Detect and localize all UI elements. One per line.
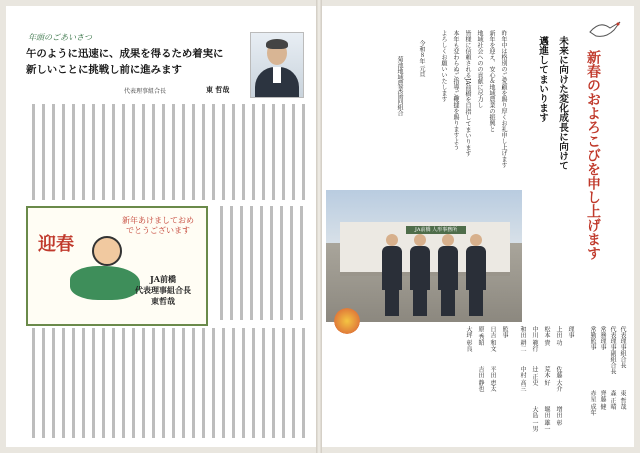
headline-line-1: 午のように迅速に、成果を得るため着実に (26, 48, 224, 60)
greeting-col-6: よろしくお願いいたします (440, 30, 447, 102)
roster-name: 森 正晴 (609, 390, 616, 410)
headline-line-2: 新しいことに挑戦し前に進みます (26, 64, 182, 76)
director-name: 中村 高三 (519, 366, 526, 392)
roster-role: 代表理事組合長 (619, 326, 626, 368)
author-name: 東 哲哉 (206, 85, 230, 94)
person-figure (466, 234, 486, 320)
body-text-columns (26, 104, 306, 204)
auditor-name: 吉田 静也 (477, 366, 484, 392)
right-page (322, 6, 634, 447)
new-year-title: 新春のおよろこびを申し上げます (585, 50, 601, 260)
organization-name: 菊池地域農業協同組合 (396, 56, 403, 116)
roster-role: 代表理事副組合長 (609, 326, 616, 374)
roster-name: 齊藤 健 (599, 390, 606, 410)
body-text-columns-bottom (26, 328, 306, 440)
cartoon-greeting: 新年あけましておめでとうございます (122, 216, 194, 235)
director-name: 上田 功 (555, 326, 562, 346)
cartoon-caption-line-1: JA前橋 (150, 274, 176, 284)
rider-illustration (92, 236, 122, 266)
cartoon-caption-line-3: 東哲哉 (151, 296, 175, 306)
person-figure (382, 234, 402, 320)
subtitle-line-2: 邁進してまいります (537, 36, 548, 123)
headline (26, 46, 238, 78)
cartoon-caption (132, 274, 194, 307)
directors-label: 理事 (567, 326, 574, 338)
auditors-label: 監事 (501, 326, 508, 338)
director-name: 増田 彰 (555, 406, 562, 426)
roster-name: 赤星 成年 (589, 390, 596, 416)
person-figure (410, 234, 430, 320)
greeting-col-5: 本年も変わらぬご指導ご鞭撻を賜りますよう (452, 30, 459, 150)
director-name: 松本 貴 (543, 326, 550, 346)
subtitle-line-1: 未来に向けた変化成長に向けて (557, 36, 568, 171)
roster-role: 常務理事 (599, 326, 606, 350)
director-name: 佐藤 大介 (555, 366, 562, 392)
auditor-name: 日吉 和文 (489, 326, 496, 352)
greeting-col-2: 新年を迎え、安心＆地域農業の振興と (488, 30, 495, 132)
roster-role: 常勤監事 (589, 326, 596, 350)
staff-group-photo (326, 190, 522, 322)
greeting-col-3: 地域社会へのの貢献に尽力し (476, 30, 483, 108)
director-name: 辻 正史 (531, 366, 538, 386)
auditor-name: 大坪 彰良 (465, 326, 472, 352)
director-name: 堀田 雄一 (543, 406, 550, 432)
author-role: 代表理事組合長 (124, 88, 167, 95)
new-year-cartoon (26, 206, 208, 326)
greeting-col-1: 昨年中は格別のご愛顧を賜り厚くお礼申し上げます (500, 30, 507, 168)
director-name: 大島 一男 (531, 406, 538, 432)
officer-roster (442, 326, 628, 442)
director-name: 和田 耕二 (519, 326, 526, 352)
building-sign: JA前橋 人形事務所 (406, 226, 466, 234)
auditor-name: 平田 恵太 (489, 366, 496, 392)
crane-icon (588, 18, 622, 44)
cartoon-geishun: 迎春 (38, 234, 74, 255)
greeting-date: 令和８年 元旦 (418, 40, 425, 78)
roster-name: 東 哲哉 (619, 390, 626, 410)
director-name: 荒木 好 (543, 366, 550, 386)
left-page (6, 6, 316, 447)
body-text-columns-lower (212, 206, 308, 322)
author-portrait (250, 32, 304, 98)
subtitle (522, 36, 572, 170)
director-name: 中川 範行 (531, 326, 538, 352)
section-eyebrow: 年頭のごあいさつ (28, 33, 92, 42)
person-figure (438, 234, 458, 320)
flower-ornament (332, 306, 362, 336)
greeting-col-4: 皆様に信頼されるJA前橋を目指してまいります (464, 30, 471, 157)
horse-illustration (70, 266, 140, 300)
cartoon-caption-line-2: 代表理事組合長 (135, 285, 191, 295)
auditor-name: 原 秀昭 (477, 326, 484, 346)
